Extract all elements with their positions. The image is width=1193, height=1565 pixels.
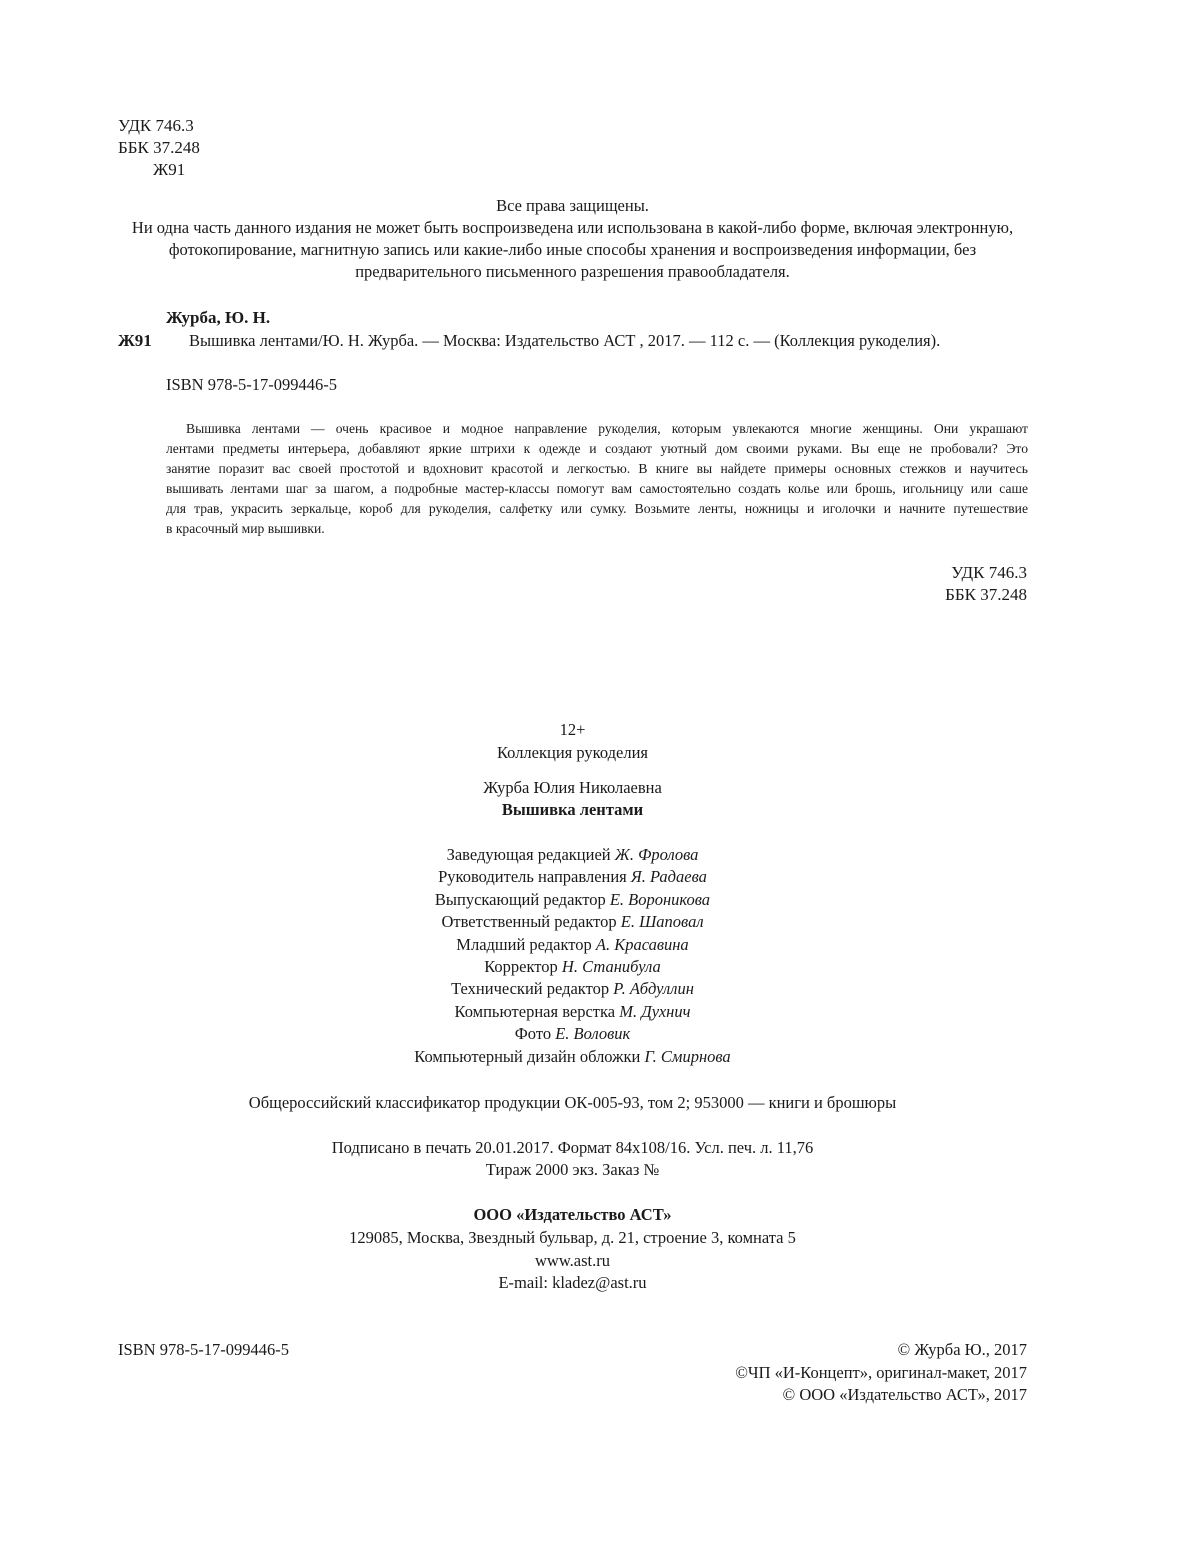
author-mark-top: Ж91 [153, 160, 186, 179]
udk-code-top: УДК 746.3 [118, 116, 194, 135]
age-rating: 12+ [559, 720, 586, 739]
annotation [166, 419, 1028, 539]
credit-line: Фото Е. Воловик [514, 1024, 631, 1044]
footer-isbn: ISBN 978-5-17-099446-5 [118, 1340, 289, 1359]
copyright-line: © ООО «Издательство АСТ», 2017 [782, 1385, 1027, 1404]
credit-line: Ответственный редактор Е. Шаповал [441, 912, 704, 932]
annotation-line: занятие поразит вас своей простотой и вдохновит красотой и легкостью. В книге вы найдете примеры основных стежков и научитесь [166, 461, 1028, 476]
bbk-code-bottom: ББК 37.248 [945, 585, 1027, 604]
circulation-info: Тираж 2000 экз. Заказ № [485, 1160, 660, 1179]
annotation-line: для трав, украсить зеркальце, короб для рукоделия, салфетку или сумку. Возьмите ленты, ножницы и иголочки и начните путешествие [166, 501, 1028, 516]
credit-line: Руководитель направления Я. Радаева [438, 867, 707, 887]
print-info: Подписано в печать 20.01.2017. Формат 84x108/16. Усл. печ. л. 11,76 [331, 1138, 814, 1157]
catalog-isbn: ISBN 978-5-17-099446-5 [166, 375, 337, 394]
credits-list [0, 844, 1145, 1068]
credit-line: Компьютерный дизайн обложки Г. Смирнова [414, 1046, 731, 1066]
publisher-email: E-mail: kladez@ast.ru [498, 1273, 647, 1292]
book-title: Вышивка лентами [501, 800, 644, 819]
product-classifier: Общероссийский классификатор продукции ОК-005-93, том 2; 953000 — книги и брошюры [248, 1093, 897, 1112]
annotation-line: Вышивка лентами — очень красивое и модное направление рукоделия, которым увлекаются многие женщины. Они украшают [186, 421, 1028, 436]
rights-notice [110, 217, 1035, 283]
credit-line: Заведующая редакцией Ж. Фролова [446, 845, 699, 864]
rights-line: предварительного письменного разрешения правообладателя. [355, 262, 790, 281]
annotation-line: вышивать лентами шаг за шагом, а подробные мастер-классы помогут вам самостоятельно создать колье или брошь, игольницу или саше [166, 481, 1028, 496]
publisher-website: www.ast.ru [535, 1251, 610, 1270]
bbk-code-top: ББК 37.248 [118, 138, 200, 157]
rights-line: Ни одна часть данного издания не может быть воспроизведена или использована в какой-либо форме, включая электронную, [131, 218, 1014, 237]
credit-line: Выпускающий редактор Е. Вороникова [434, 889, 711, 909]
rights-title: Все права защищены. [496, 196, 649, 215]
rights-line: фотокопирование, магнитную запись или какие-либо иные способы хранения и воспроизведения информации, без [168, 240, 977, 259]
catalog-description: Вышивка лентами/Ю. Н. Журба. — Москва: Издательство АСТ , 2017. — 112 с. — (Коллекция рукоделия). [189, 331, 941, 350]
catalog-mark: Ж91 [118, 331, 152, 350]
catalog-author: Журба, Ю. Н. [166, 308, 271, 327]
credit-line: Компьютерная верстка М. Духнич [454, 1001, 691, 1021]
credit-line: Младший редактор А. Красавина [456, 934, 689, 954]
publisher-address: 129085, Москва, Звездный бульвар, д. 21, строение 3, комната 5 [349, 1228, 796, 1247]
author-full-name: Журба Юлия Николаевна [483, 778, 662, 797]
copyright-line: © Журба Ю., 2017 [897, 1340, 1027, 1359]
series-name: Коллекция рукоделия [496, 743, 648, 762]
udk-code-bottom: УДК 746.3 [951, 563, 1027, 582]
copyright-line: ©ЧП «И-Концепт», оригинал-макет, 2017 [735, 1363, 1027, 1382]
credit-line: Корректор Н. Станибула [484, 957, 661, 977]
publisher-name: ООО «Издательство АСТ» [473, 1205, 672, 1224]
annotation-line: лентами предметы интерьера, добавляют яркие штрихи к одежде и создают уютный дом своими руками. Вы еще не пробовали? Это [166, 441, 1028, 456]
credit-line: Технический редактор Р. Абдуллин [451, 979, 694, 999]
annotation-line: в красочный мир вышивки. [166, 521, 325, 536]
